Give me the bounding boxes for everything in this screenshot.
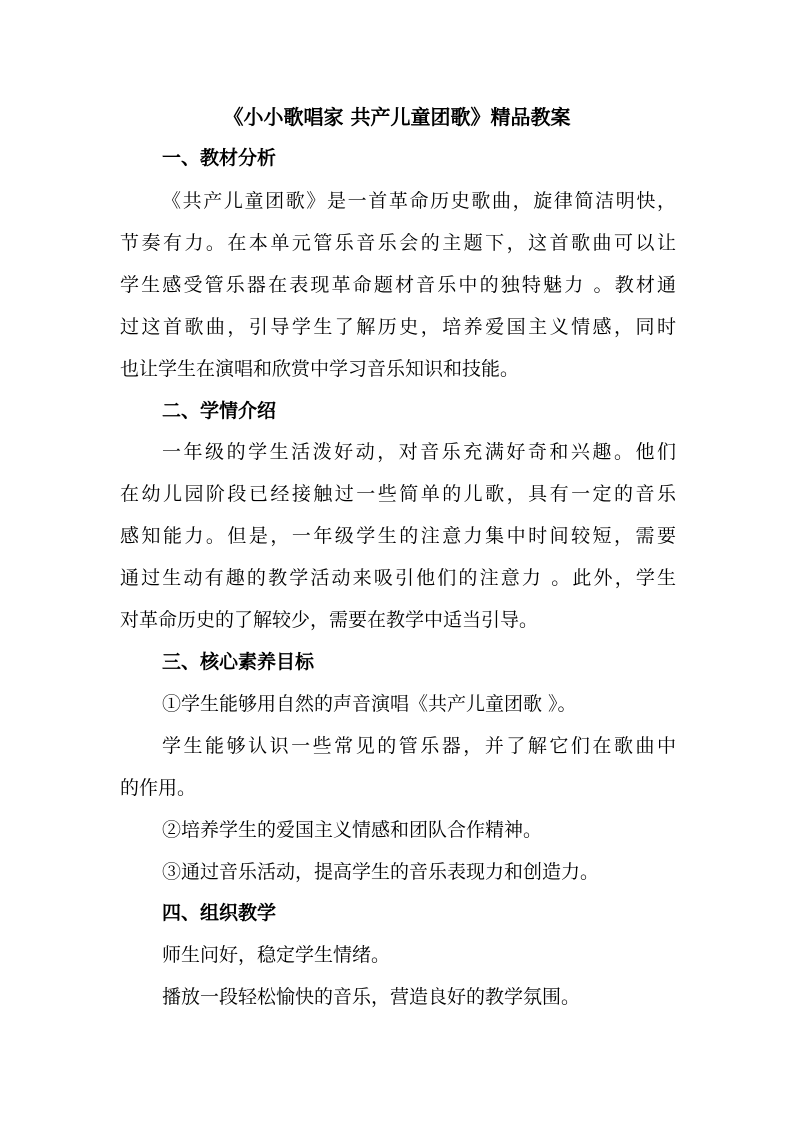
section-heading-organize-teaching: 四、组织教学 xyxy=(162,902,277,924)
goal-item: ②培养学生的爱国主义情感和团队合作精神。 xyxy=(162,819,543,841)
paragraph-line: 节奏有力。在本单元管乐音乐会的主题下，这首歌曲可以让 xyxy=(120,232,676,254)
paragraph-line: 学生感受管乐器在表现革命题材音乐中的独特魅力 。教材通 xyxy=(120,274,676,296)
goal-item: ③通过音乐活动，提高学生的音乐表现力和创造力。 xyxy=(162,861,600,883)
paragraph-line: 的作用。 xyxy=(120,777,197,799)
paragraph-line: 过这首歌曲，引导学生了解历史，培养爱国主义情感，同时 xyxy=(120,316,676,338)
paragraph-line: 《共产儿童团歌》是一首革命历史歌曲，旋律简洁明快， xyxy=(162,190,676,212)
goal-item: ①学生能够用自然的声音演唱《共产儿童团歌 》。 xyxy=(162,693,577,715)
paragraph-line: 对革命历史的了解较少，需要在教学中适当引导。 xyxy=(120,609,539,631)
section-heading-student-situation: 二、学情介绍 xyxy=(162,400,277,422)
paragraph-line: 学生能够认识一些常见的管乐器，并了解它们在歌曲中 xyxy=(162,735,676,757)
paragraph-line: 一年级的学生活泼好动，对音乐充满好奇和兴趣。他们 xyxy=(162,441,676,463)
paragraph-line: 师生问好，稳定学生情绪。 xyxy=(162,944,391,966)
section-heading-core-goals: 三、核心素养目标 xyxy=(162,651,315,673)
paragraph-line: 感知能力。但是，一年级学生的注意力集中时间较短，需要 xyxy=(120,525,676,547)
paragraph-line: 通过生动有趣的教学活动来吸引他们的注意力 。此外，学生 xyxy=(120,567,676,589)
paragraph-line: 在幼儿园阶段已经接触过一些简单的儿歌，具有一定的音乐 xyxy=(120,483,676,505)
document-title: 《小小歌唱家 共产儿童团歌》精品教案 xyxy=(223,105,571,129)
paragraph-line: 也让学生在演唱和欣赏中学习音乐知识和技能。 xyxy=(120,358,520,380)
section-heading-materials: 一、教材分析 xyxy=(162,147,277,169)
paragraph-line: 播放一段轻松愉快的音乐，营造良好的教学氛围。 xyxy=(162,986,581,1008)
